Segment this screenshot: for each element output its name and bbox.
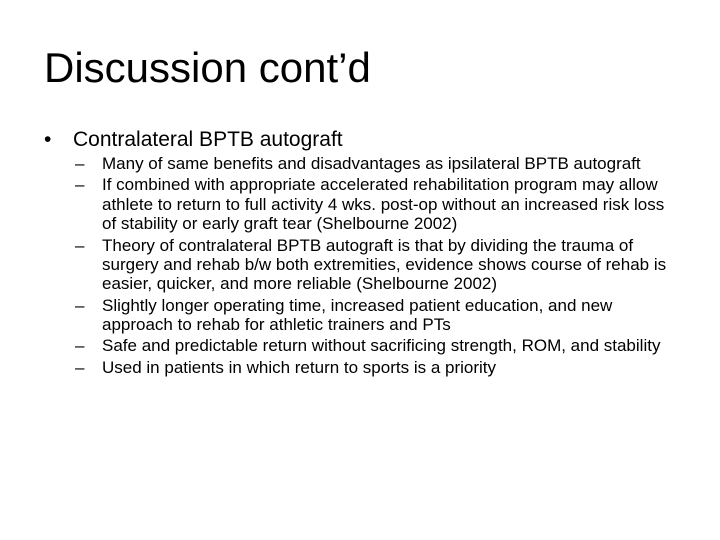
dash-marker: – xyxy=(75,336,85,356)
dash-marker: – xyxy=(75,295,85,315)
slide-title: Discussion cont’d xyxy=(44,44,371,91)
sub-bullet-list xyxy=(75,154,675,379)
sub-bullet-text: Many of same benefits and disadvantages as ipsilateral BPTB autograft xyxy=(102,154,641,173)
sub-bullet-text: Slightly longer operating time, increased patient education, and new approach to rehab for athletic trainers and PTs xyxy=(102,295,613,334)
list-item xyxy=(75,175,675,233)
list-item xyxy=(75,358,675,377)
dash-marker: – xyxy=(75,175,85,195)
list-item xyxy=(75,296,675,335)
list-item xyxy=(75,154,675,173)
main-bullet-text: Contralateral BPTB autograft xyxy=(73,128,343,151)
dash-marker: – xyxy=(75,357,85,377)
list-item xyxy=(75,236,675,294)
sub-bullet-text: If combined with appropriate accelerated rehabilitation program may allow athlete to return to full activity 4 wks. post-op without an increased risk loss of stability or early graft tear (Shelbourne 2002) xyxy=(102,175,665,234)
sub-bullet-text: Theory of contralateral BPTB autograft is that by dividing the trauma of surgery and rehab b/w both extremities, evidence shows course of rehab is easier, quicker, and more reliable (Shelbourne 2002) xyxy=(102,235,667,294)
dash-marker: – xyxy=(75,154,85,173)
dash-marker: – xyxy=(75,235,85,255)
list-item xyxy=(75,336,675,355)
bullet-marker: • xyxy=(44,128,52,151)
sub-bullet-text: Safe and predictable return without sacrificing strength, ROM, and stability xyxy=(102,336,661,356)
sub-bullet-text: Used in patients in which return to sports is a priority xyxy=(102,357,497,377)
